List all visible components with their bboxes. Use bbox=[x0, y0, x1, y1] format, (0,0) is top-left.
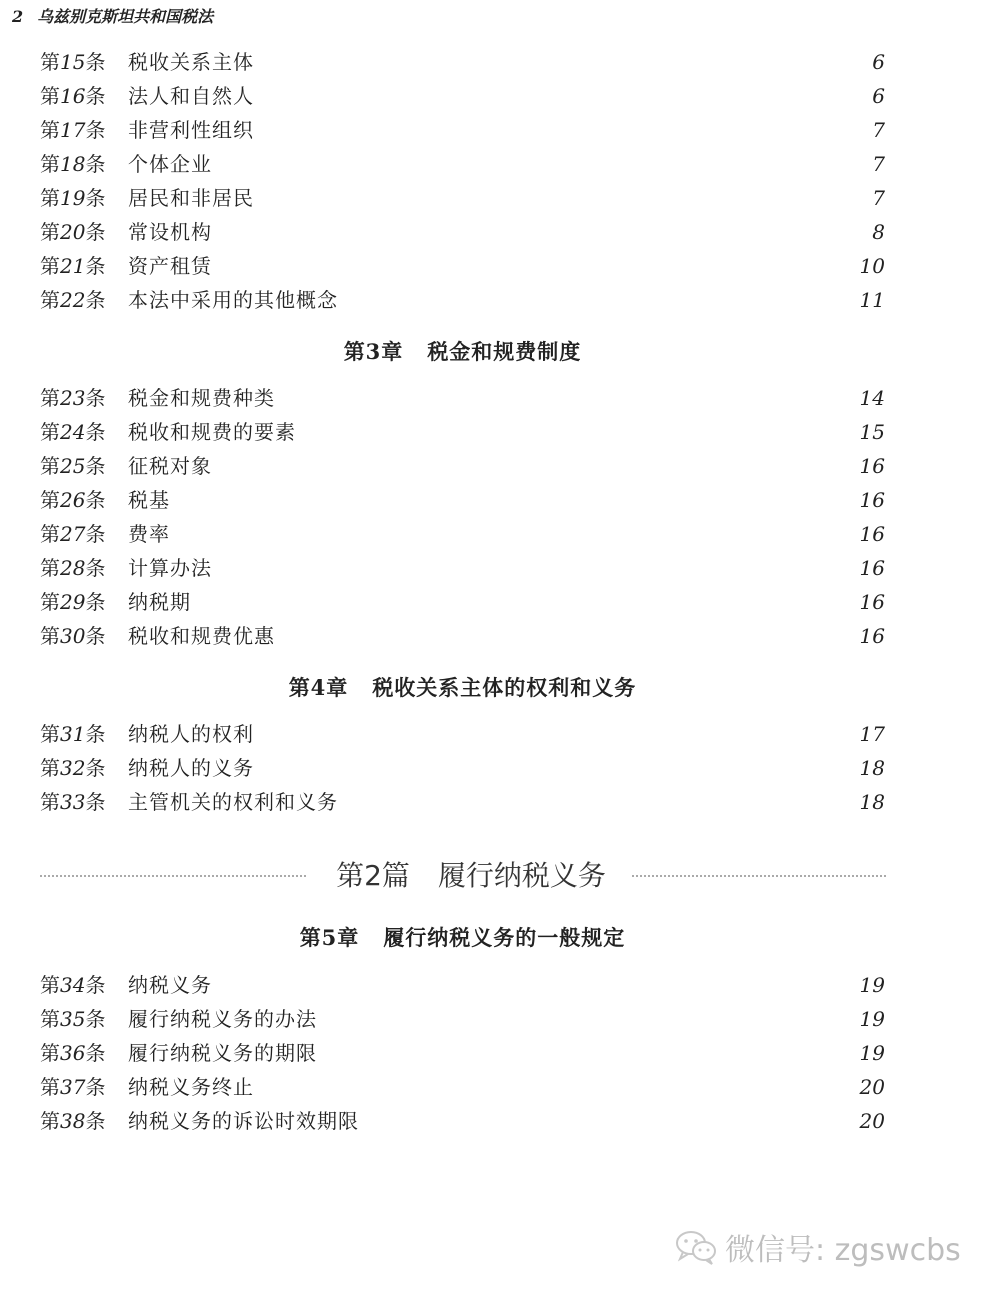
entry-title: 税基 bbox=[128, 488, 170, 512]
toc-entry[interactable]: 第23条 税金和规费种类 14 bbox=[0, 381, 1000, 415]
toc-entry[interactable]: 第24条 税收和规费的要素 15 bbox=[0, 415, 1000, 449]
entry-page: 18 bbox=[859, 790, 885, 814]
entry-title: 纳税人的义务 bbox=[128, 756, 254, 780]
entry-title: 纳税人的权利 bbox=[128, 722, 254, 746]
entry-title: 履行纳税义务的办法 bbox=[128, 1007, 317, 1031]
chapter-heading[interactable]: 第3章 税金和规费制度 bbox=[343, 339, 582, 364]
header-book-title: 乌兹别克斯坦共和国税法 bbox=[37, 7, 214, 26]
toc-entry[interactable]: 第38条 纳税义务的诉讼时效期限 20 bbox=[0, 1104, 1000, 1138]
entry-title: 费率 bbox=[128, 522, 170, 546]
toc-group-1 bbox=[0, 45, 1000, 317]
entry-title: 纳税义务的诉讼时效期限 bbox=[128, 1109, 359, 1133]
toc-entry[interactable]: 第18条 个体企业 7 bbox=[0, 147, 1000, 181]
chapter-heading[interactable]: 第4章 税收关系主体的权利和义务 bbox=[288, 675, 637, 700]
toc-entry[interactable]: 第27条 费率 16 bbox=[0, 517, 1000, 551]
toc-group-3 bbox=[0, 717, 1000, 819]
toc-entry[interactable]: 第21条 资产租赁 10 bbox=[0, 249, 1000, 283]
entry-page: 16 bbox=[859, 624, 885, 648]
entry-page: 16 bbox=[859, 590, 885, 614]
entry-page: 16 bbox=[859, 556, 885, 580]
entry-title: 征税对象 bbox=[128, 454, 212, 478]
entry-title: 常设机构 bbox=[128, 220, 212, 244]
watermark-text: 微信号: zgswcbs bbox=[725, 1233, 961, 1268]
toc-entry[interactable]: 第33条 主管机关的权利和义务 18 bbox=[0, 785, 1000, 819]
entry-page: 7 bbox=[872, 152, 885, 176]
entry-title: 本法中采用的其他概念 bbox=[128, 288, 338, 312]
entry-title: 计算办法 bbox=[128, 556, 212, 580]
entry-page: 18 bbox=[859, 756, 885, 780]
running-header bbox=[12, 4, 213, 27]
header-page-number: 2 bbox=[12, 7, 24, 26]
toc-entry[interactable]: 第31条 纳税人的权利 17 bbox=[0, 717, 1000, 751]
entry-page: 19 bbox=[859, 973, 885, 997]
toc-entry[interactable]: 第37条 纳税义务终止 20 bbox=[0, 1070, 1000, 1104]
wechat-icon bbox=[675, 1229, 717, 1265]
entry-title: 纳税期 bbox=[128, 590, 191, 614]
toc-entry[interactable]: 第36条 履行纳税义务的期限 19 bbox=[0, 1036, 1000, 1070]
toc-group-2 bbox=[0, 381, 1000, 653]
toc-entry[interactable]: 第19条 居民和非居民 7 bbox=[0, 181, 1000, 215]
entry-page: 10 bbox=[859, 254, 885, 278]
entry-title: 主管机关的权利和义务 bbox=[128, 790, 338, 814]
part-divider-left bbox=[40, 875, 306, 877]
entry-page: 19 bbox=[859, 1041, 885, 1065]
toc-entry[interactable]: 第34条 纳税义务 19 bbox=[0, 968, 1000, 1002]
entry-title: 履行纳税义务的期限 bbox=[128, 1041, 317, 1065]
entry-page: 16 bbox=[859, 522, 885, 546]
part-title: 履行纳税义务 bbox=[437, 859, 606, 892]
entry-page: 6 bbox=[872, 50, 885, 74]
entry-title: 非营利性组织 bbox=[128, 118, 254, 142]
wechat-watermark bbox=[675, 1225, 961, 1269]
entry-page: 14 bbox=[859, 386, 885, 410]
toc-entry[interactable]: 第22条 本法中采用的其他概念 11 bbox=[0, 283, 1000, 317]
entry-title: 居民和非居民 bbox=[128, 186, 254, 210]
entry-page: 17 bbox=[859, 722, 885, 746]
entry-page: 20 bbox=[859, 1075, 885, 1099]
entry-title: 个体企业 bbox=[128, 152, 212, 176]
chapter-heading[interactable]: 第5章 履行纳税义务的一般规定 bbox=[299, 925, 626, 950]
entry-title: 税收和规费的要素 bbox=[128, 420, 296, 444]
entry-page: 8 bbox=[872, 220, 885, 244]
toc-entry[interactable]: 第29条 纳税期 16 bbox=[0, 585, 1000, 619]
entry-page: 16 bbox=[859, 454, 885, 478]
entry-title: 法人和自然人 bbox=[128, 84, 254, 108]
part-label: 第2篇 bbox=[336, 859, 410, 892]
entry-page: 11 bbox=[859, 288, 885, 312]
entry-page: 19 bbox=[859, 1007, 885, 1031]
entry-title: 税收和规费优惠 bbox=[128, 624, 275, 648]
entry-title: 纳税义务终止 bbox=[128, 1075, 254, 1099]
part-divider-right bbox=[632, 875, 886, 877]
entry-page: 15 bbox=[859, 420, 885, 444]
toc-entry[interactable]: 第30条 税收和规费优惠 16 bbox=[0, 619, 1000, 653]
entry-title: 资产租赁 bbox=[128, 254, 212, 278]
entry-title: 税金和规费种类 bbox=[128, 386, 275, 410]
toc-entry[interactable]: 第35条 履行纳税义务的办法 19 bbox=[0, 1002, 1000, 1036]
toc-entry[interactable]: 第20条 常设机构 8 bbox=[0, 215, 1000, 249]
toc-entry[interactable]: 第32条 纳税人的义务 18 bbox=[0, 751, 1000, 785]
toc-entry[interactable]: 第16条 法人和自然人 6 bbox=[0, 79, 1000, 113]
entry-page: 7 bbox=[872, 186, 885, 210]
toc-entry[interactable]: 第25条 征税对象 16 bbox=[0, 449, 1000, 483]
toc-group-4 bbox=[0, 968, 1000, 1138]
part-heading[interactable] bbox=[40, 856, 886, 896]
entry-title: 税收关系主体 bbox=[128, 50, 254, 74]
entry-page: 6 bbox=[872, 84, 885, 108]
toc-entry[interactable]: 第28条 计算办法 16 bbox=[0, 551, 1000, 585]
entry-page: 16 bbox=[859, 488, 885, 512]
entry-page: 7 bbox=[872, 118, 885, 142]
toc-entry[interactable]: 第15条 税收关系主体 6 bbox=[0, 45, 1000, 79]
toc-entry[interactable]: 第26条 税基 16 bbox=[0, 483, 1000, 517]
toc-entry[interactable]: 第17条 非营利性组织 7 bbox=[0, 113, 1000, 147]
entry-page: 20 bbox=[859, 1109, 885, 1133]
entry-title: 纳税义务 bbox=[128, 973, 212, 997]
